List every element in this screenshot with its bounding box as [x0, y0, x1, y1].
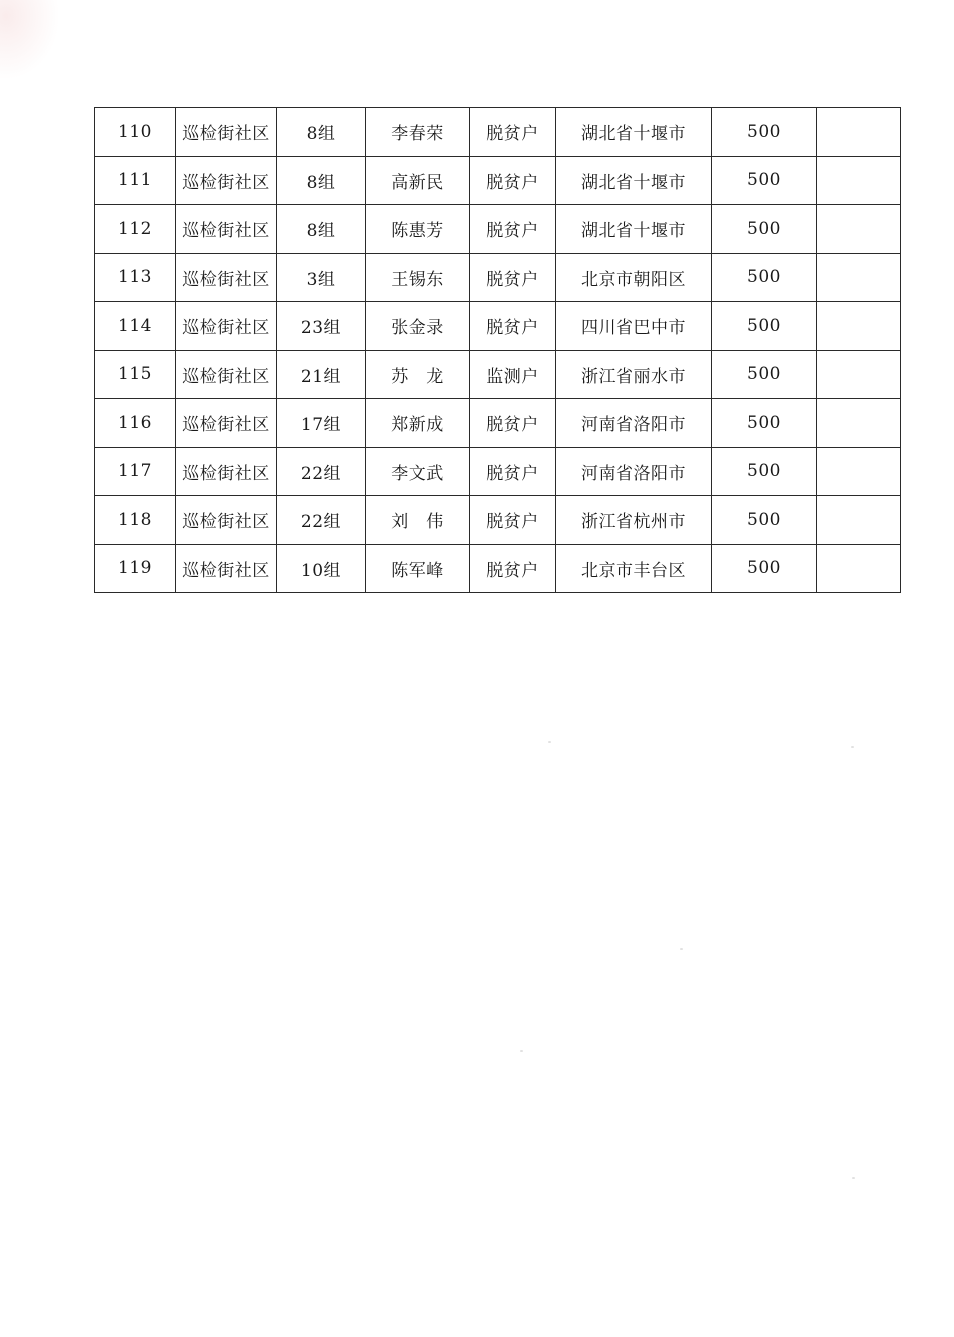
table-row [95, 399, 901, 448]
cell-name: 李文武 [366, 447, 470, 496]
table-body [95, 108, 901, 593]
cell-name: 苏 龙 [366, 350, 470, 399]
table-row [95, 253, 901, 302]
cell-amount: 500 [712, 253, 817, 302]
table-row [95, 156, 901, 205]
cell-location: 浙江省杭州市 [556, 496, 712, 545]
table-row [95, 205, 901, 254]
cell-name: 郑新成 [366, 399, 470, 448]
cell-group: 21组 [277, 350, 366, 399]
cell-number: 115 [95, 350, 176, 399]
cell-location: 北京市丰台区 [556, 544, 712, 593]
cell-type: 脱贫户 [470, 156, 556, 205]
cell-community: 巡检街社区 [176, 447, 277, 496]
table-row [95, 544, 901, 593]
table-row [95, 447, 901, 496]
cell-number: 114 [95, 302, 176, 351]
cell-community: 巡检街社区 [176, 253, 277, 302]
table-row [95, 496, 901, 545]
scan-speck [548, 741, 551, 743]
cell-type: 脱贫户 [470, 253, 556, 302]
cell-location: 北京市朝阳区 [556, 253, 712, 302]
cell-name: 王锡东 [366, 253, 470, 302]
cell-group: 8组 [277, 156, 366, 205]
cell-note [817, 399, 901, 448]
cell-type: 脱贫户 [470, 108, 556, 157]
cell-note [817, 496, 901, 545]
cell-group: 17组 [277, 399, 366, 448]
cell-group: 22组 [277, 496, 366, 545]
cell-number: 117 [95, 447, 176, 496]
cell-community: 巡检街社区 [176, 544, 277, 593]
cell-location: 湖北省十堰市 [556, 205, 712, 254]
cell-number: 119 [95, 544, 176, 593]
cell-community: 巡检街社区 [176, 205, 277, 254]
cell-group: 23组 [277, 302, 366, 351]
cell-location: 浙江省丽水市 [556, 350, 712, 399]
scan-smudge [0, 0, 60, 80]
scan-speck [520, 1050, 523, 1052]
cell-type: 脱贫户 [470, 399, 556, 448]
cell-type: 脱贫户 [470, 447, 556, 496]
cell-community: 巡检街社区 [176, 302, 277, 351]
cell-name: 高新民 [366, 156, 470, 205]
table-row [95, 350, 901, 399]
cell-note [817, 108, 901, 157]
cell-amount: 500 [712, 302, 817, 351]
cell-community: 巡检街社区 [176, 156, 277, 205]
cell-name: 张金录 [366, 302, 470, 351]
cell-amount: 500 [712, 447, 817, 496]
cell-number: 116 [95, 399, 176, 448]
cell-community: 巡检街社区 [176, 108, 277, 157]
cell-note [817, 350, 901, 399]
table-row [95, 108, 901, 157]
cell-community: 巡检街社区 [176, 496, 277, 545]
cell-note [817, 205, 901, 254]
cell-amount: 500 [712, 156, 817, 205]
cell-group: 3组 [277, 253, 366, 302]
cell-name: 刘 伟 [366, 496, 470, 545]
scan-speck [851, 746, 854, 748]
cell-note [817, 156, 901, 205]
cell-amount: 500 [712, 496, 817, 545]
cell-number: 118 [95, 496, 176, 545]
cell-name: 李春荣 [366, 108, 470, 157]
scan-speck [680, 948, 683, 950]
cell-note [817, 253, 901, 302]
cell-amount: 500 [712, 544, 817, 593]
cell-note [817, 447, 901, 496]
cell-name: 陈军峰 [366, 544, 470, 593]
table-row [95, 302, 901, 351]
cell-location: 河南省洛阳市 [556, 399, 712, 448]
cell-type: 脱贫户 [470, 205, 556, 254]
cell-number: 113 [95, 253, 176, 302]
cell-type: 监测户 [470, 350, 556, 399]
cell-amount: 500 [712, 399, 817, 448]
cell-amount: 500 [712, 350, 817, 399]
cell-type: 脱贫户 [470, 544, 556, 593]
cell-type: 脱贫户 [470, 302, 556, 351]
cell-number: 111 [95, 156, 176, 205]
cell-amount: 500 [712, 205, 817, 254]
cell-name: 陈惠芳 [366, 205, 470, 254]
cell-note [817, 544, 901, 593]
cell-note [817, 302, 901, 351]
cell-group: 8组 [277, 108, 366, 157]
cell-location: 湖北省十堰市 [556, 156, 712, 205]
cell-number: 112 [95, 205, 176, 254]
cell-location: 四川省巴中市 [556, 302, 712, 351]
cell-community: 巡检街社区 [176, 350, 277, 399]
cell-location: 湖北省十堰市 [556, 108, 712, 157]
cell-group: 8组 [277, 205, 366, 254]
cell-number: 110 [95, 108, 176, 157]
cell-group: 22组 [277, 447, 366, 496]
cell-amount: 500 [712, 108, 817, 157]
cell-type: 脱贫户 [470, 496, 556, 545]
cell-community: 巡检街社区 [176, 399, 277, 448]
cell-group: 10组 [277, 544, 366, 593]
beneficiary-table [94, 107, 901, 593]
scan-speck [852, 1177, 855, 1179]
cell-location: 河南省洛阳市 [556, 447, 712, 496]
